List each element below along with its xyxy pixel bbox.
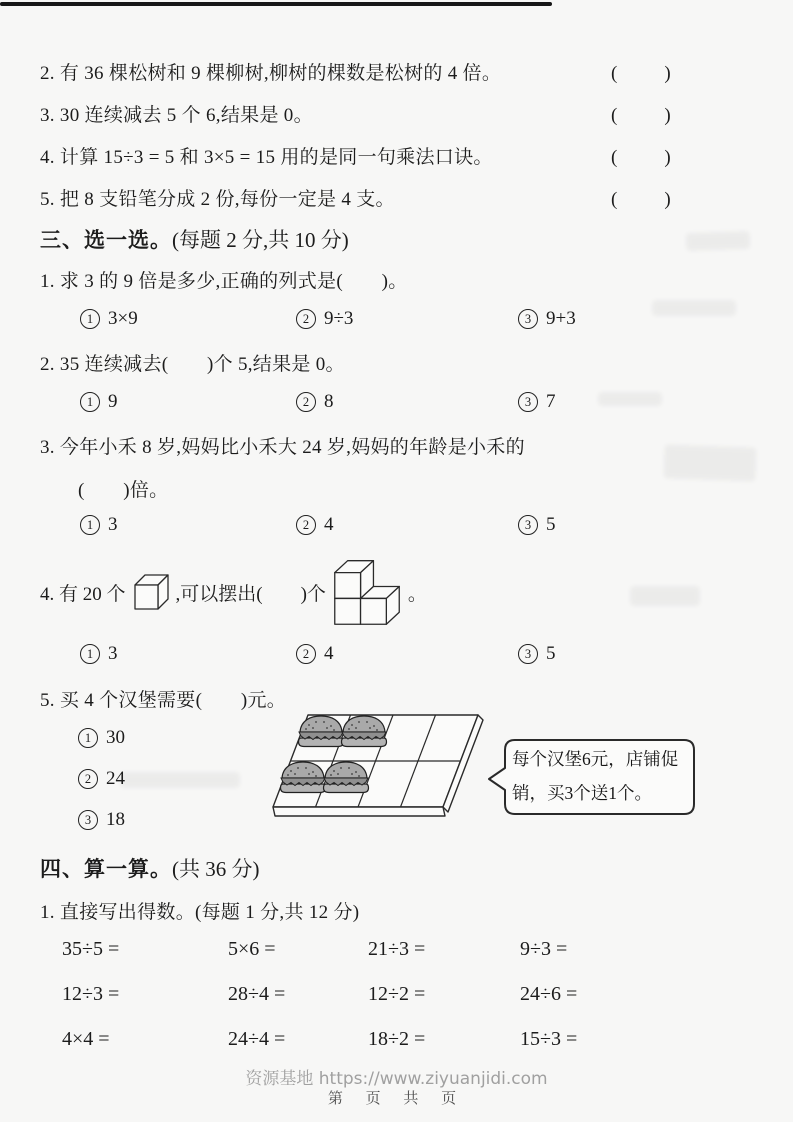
option-label: 24 xyxy=(106,768,125,789)
choice-section-title: 三、选一选。 xyxy=(40,228,172,252)
choice-q1-text: 1. 求 3 的 9 倍是多少,正确的列式是( )。 xyxy=(40,271,408,292)
calc-expression: 5×6 = xyxy=(228,938,276,960)
judge-answer-blank-3: ( ) xyxy=(611,105,674,126)
choice-q4-options xyxy=(0,643,793,671)
hamburger-tray-illustration xyxy=(264,709,488,831)
hamburger xyxy=(324,762,369,793)
choice-q2-text: 2. 35 连续减去( )个 5,结果是 0。 xyxy=(40,354,345,375)
choice-section-points: (每题 2 分,共 10 分) xyxy=(172,228,349,252)
choice-q3-options xyxy=(0,514,793,542)
judge-answer-blank-2: ( ) xyxy=(611,63,674,84)
judge-item-4: 4. 计算 15÷3 = 5 和 3×5 = 15 用的是同一句乘法口诀。 xyxy=(40,147,493,168)
choice-q3-text-line2: ( )倍。 xyxy=(78,480,169,501)
circled-number: 1 xyxy=(78,728,98,748)
circled-number: 3 xyxy=(518,392,538,412)
calc-expression: 4×4 = xyxy=(62,1028,110,1050)
hamburger xyxy=(299,716,344,747)
option-3 xyxy=(518,514,556,536)
unit-cube-icon xyxy=(132,572,170,612)
option-label: 7 xyxy=(546,391,556,412)
calc-expression: 12÷2 = xyxy=(368,983,426,1005)
scan-artifact xyxy=(630,586,700,606)
option-label: 4 xyxy=(324,514,334,535)
option-label: 3 xyxy=(108,643,118,664)
judge-item-3: 3. 30 连续减去 5 个 6,结果是 0。 xyxy=(40,105,313,126)
option-1 xyxy=(80,514,118,536)
option-2 xyxy=(296,391,334,413)
circled-number: 1 xyxy=(80,392,100,412)
option-1 xyxy=(80,391,118,413)
circled-number: 1 xyxy=(80,515,100,535)
calc-expression: 35÷5 = xyxy=(62,938,120,960)
option-3 xyxy=(518,643,556,665)
choice-q1-options xyxy=(0,308,793,336)
circled-number: 2 xyxy=(296,392,316,412)
footer-page-label: 第 页 共 页 xyxy=(327,1089,466,1107)
choice-section-heading xyxy=(40,224,349,254)
circled-number: 2 xyxy=(296,309,316,329)
calc-expression: 24÷6 = xyxy=(520,983,578,1005)
option-3 xyxy=(518,308,576,330)
choice-q5-option-1 xyxy=(78,727,125,749)
calc-expression: 28÷4 = xyxy=(228,983,286,1005)
calc-expression: 12÷3 = xyxy=(62,983,120,1005)
option-label: 5 xyxy=(546,514,556,535)
scan-artifact xyxy=(120,772,240,788)
footer-source-link: 资源基地 https://www.ziyuanjidi.com xyxy=(245,1069,548,1089)
bubble-text-line2: 销，买3个送1个。 xyxy=(512,783,652,803)
calc-subtitle: 1. 直接写出得数。(每题 1 分,共 12 分) xyxy=(40,902,360,923)
option-label: 18 xyxy=(106,809,125,830)
option-label: 9 xyxy=(108,391,118,412)
circled-number: 3 xyxy=(518,515,538,535)
option-2 xyxy=(296,308,353,330)
choice-q5-option-2 xyxy=(78,768,125,790)
calc-expression: 18÷2 = xyxy=(368,1028,426,1050)
scan-artifact xyxy=(663,444,756,481)
choice-q5-option-3 xyxy=(78,809,125,831)
judge-answer-blank-5: ( ) xyxy=(611,189,674,210)
option-2 xyxy=(296,514,334,536)
circled-number: 1 xyxy=(80,309,100,329)
circled-number: 3 xyxy=(78,810,98,830)
calc-expression: 9÷3 = xyxy=(520,938,568,960)
q4-text-post: 。 xyxy=(407,583,427,605)
hamburger xyxy=(281,762,326,793)
hamburger xyxy=(342,716,387,747)
option-label: 4 xyxy=(324,643,334,664)
option-1 xyxy=(80,643,118,665)
judge-answer-blank-4: ( ) xyxy=(611,147,674,168)
option-label: 5 xyxy=(546,643,556,664)
circled-number: 3 xyxy=(518,644,538,664)
option-label: 30 xyxy=(106,727,125,748)
price-speech-bubble xyxy=(486,738,698,818)
circled-number: 2 xyxy=(296,644,316,664)
calc-section-points: (共 36 分) xyxy=(172,857,260,881)
calc-expression: 15÷3 = xyxy=(520,1028,578,1050)
tray-front xyxy=(273,807,445,816)
choice-q3-text-line1: 3. 今年小禾 8 岁,妈妈比小禾大 24 岁,妈妈的年龄是小禾的 xyxy=(40,437,525,458)
option-1 xyxy=(80,308,138,330)
judge-item-5: 5. 把 8 支铅笔分成 2 份,每份一定是 4 支。 xyxy=(40,189,395,210)
circled-number: 1 xyxy=(80,644,100,664)
scan-edge-line xyxy=(0,2,552,6)
option-label: 9+3 xyxy=(546,308,576,329)
circled-number: 2 xyxy=(296,515,316,535)
q4-text-pre: 4. 有 20 个 xyxy=(40,583,126,605)
scan-artifact xyxy=(686,231,751,251)
calc-section-heading xyxy=(40,853,260,883)
option-label: 3×9 xyxy=(108,308,138,329)
judge-item-2: 2. 有 36 棵松树和 9 棵柳树,柳树的棵数是松树的 4 倍。 xyxy=(40,63,502,84)
calc-expression: 24÷4 = xyxy=(228,1028,286,1050)
cube-arrangement-icon xyxy=(332,557,402,627)
choice-q4-text xyxy=(40,555,427,629)
option-label: 3 xyxy=(108,514,118,535)
q4-text-mid: ,可以摆出( )个 xyxy=(175,583,326,605)
calc-section-title: 四、算一算。 xyxy=(40,857,172,881)
choice-q5-text: 5. 买 4 个汉堡需要( )元。 xyxy=(40,690,287,711)
bubble-text-line1: 每个汉堡6元，店铺促 xyxy=(512,749,679,769)
option-3 xyxy=(518,391,556,413)
calc-expression: 21÷3 = xyxy=(368,938,426,960)
circled-number: 2 xyxy=(78,769,98,789)
choice-q2-options xyxy=(0,391,793,419)
circled-number: 3 xyxy=(518,309,538,329)
option-label: 9÷3 xyxy=(324,308,354,329)
option-2 xyxy=(296,643,334,665)
option-label: 8 xyxy=(324,391,334,412)
